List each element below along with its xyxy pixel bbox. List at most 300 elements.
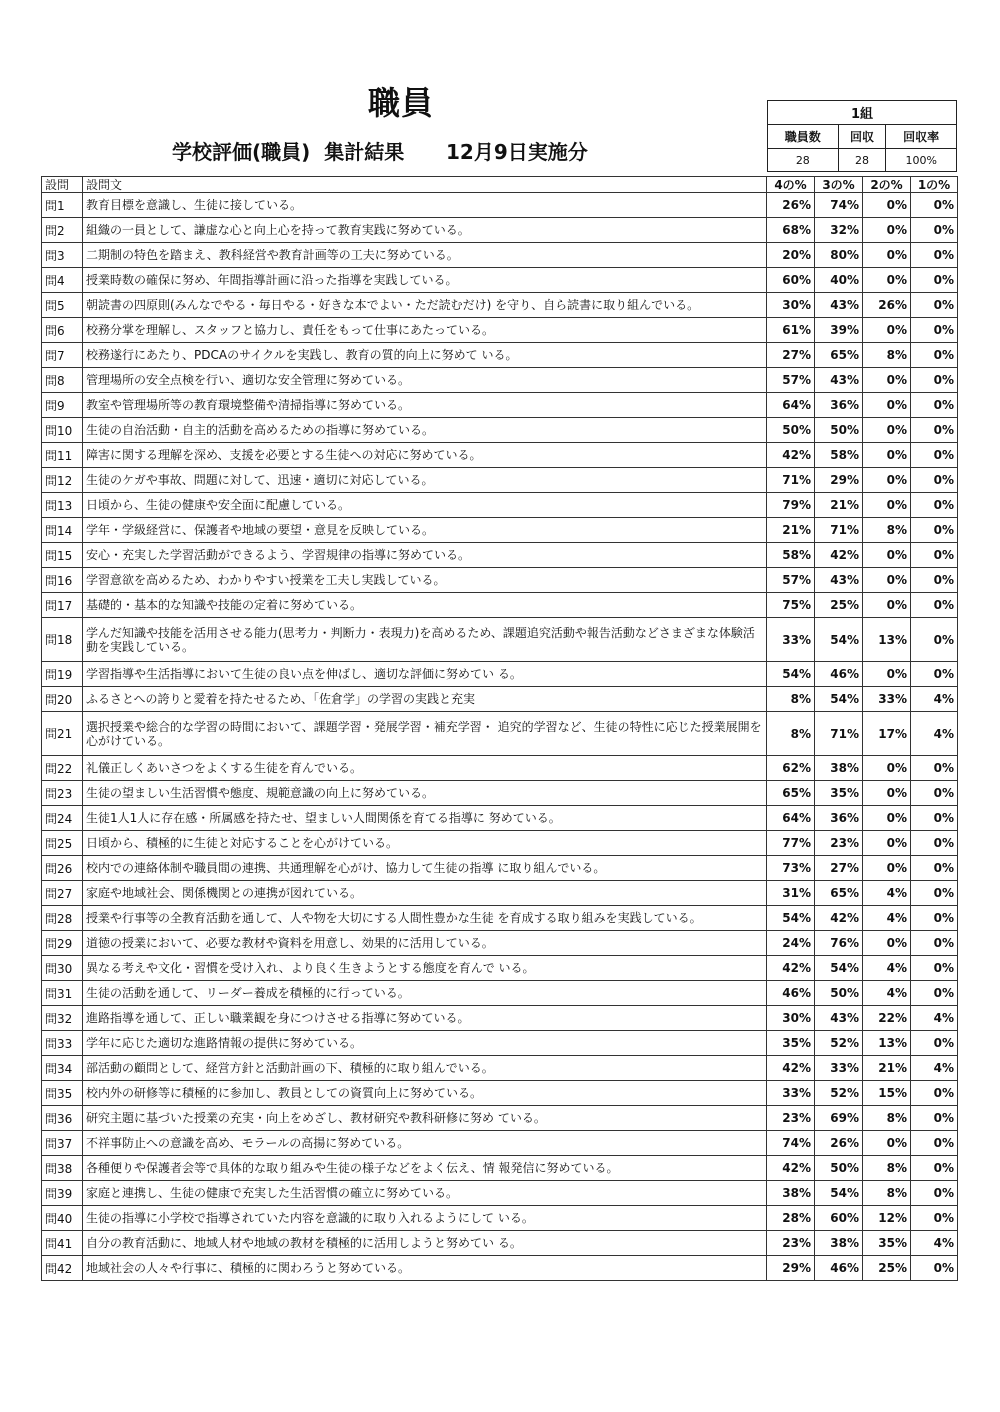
question-number: 問2 <box>42 218 83 243</box>
question-text: 管理場所の安全点検を行い、適切な安全管理に努めている。 <box>83 368 767 393</box>
percent-4: 62% <box>767 756 815 781</box>
question-text: 校務遂行にあたり、PDCAのサイクルを実践し、教育の質的向上に努めて いる。 <box>83 343 767 368</box>
percent-2: 0% <box>863 468 911 493</box>
question-number: 問30 <box>42 956 83 981</box>
percent-3: 43% <box>815 1006 863 1031</box>
page-subtitle: 学校評価(職員) 集計結果 12月9日実施分 <box>172 140 588 164</box>
question-number: 問36 <box>42 1106 83 1131</box>
question-number: 問22 <box>42 756 83 781</box>
percent-1: 0% <box>911 568 958 593</box>
percent-2: 0% <box>863 318 911 343</box>
question-number: 問13 <box>42 493 83 518</box>
percent-4: 61% <box>767 318 815 343</box>
table-row <box>42 856 958 881</box>
results-table <box>41 176 958 1281</box>
percent-2: 12% <box>863 1206 911 1231</box>
percent-3: 38% <box>815 756 863 781</box>
percent-1: 0% <box>911 1081 958 1106</box>
percent-4: 30% <box>767 293 815 318</box>
percent-4: 35% <box>767 1031 815 1056</box>
question-text: 校内での連絡体制や職員間の連携、共通理解を心がけ、協力して生徒の指導 に取り組んでいる。 <box>83 856 767 881</box>
question-text: 学年・学級経営に、保護者や地域の要望・意見を反映している。 <box>83 518 767 543</box>
percent-3: 26% <box>815 1131 863 1156</box>
percent-2: 8% <box>863 343 911 368</box>
question-text: 安心・充実した学習活動ができるよう、学習規律の指導に努めている。 <box>83 543 767 568</box>
percent-2: 0% <box>863 662 911 687</box>
question-text: 授業時数の確保に努め、年間指導計画に沿った指導を実践している。 <box>83 268 767 293</box>
question-number: 問20 <box>42 687 83 712</box>
question-text: 研究主題に基づいた授業の充実・向上をめざし、教材研究や教科研修に努め ている。 <box>83 1106 767 1131</box>
column-header: 4の% <box>767 177 815 193</box>
table-row <box>42 593 958 618</box>
table-row <box>42 931 958 956</box>
percent-1: 0% <box>911 931 958 956</box>
percent-2: 4% <box>863 956 911 981</box>
percent-2: 8% <box>863 1106 911 1131</box>
percent-4: 75% <box>767 593 815 618</box>
percent-2: 15% <box>863 1081 911 1106</box>
question-number: 問1 <box>42 193 83 218</box>
percent-1: 0% <box>911 1131 958 1156</box>
percent-3: 27% <box>815 856 863 881</box>
percent-3: 54% <box>815 956 863 981</box>
table-row <box>42 243 958 268</box>
question-text: 二期制の特色を踏まえ、教科経営や教育計画等の工夫に努めている。 <box>83 243 767 268</box>
question-text: 不祥事防止への意識を高め、モラールの高揚に努めている。 <box>83 1131 767 1156</box>
table-row <box>42 368 958 393</box>
percent-1: 0% <box>911 318 958 343</box>
percent-4: 21% <box>767 518 815 543</box>
percent-1: 0% <box>911 493 958 518</box>
question-number: 問10 <box>42 418 83 443</box>
percent-4: 8% <box>767 712 815 756</box>
table-row <box>42 1231 958 1256</box>
percent-2: 0% <box>863 393 911 418</box>
table-row <box>42 956 958 981</box>
percent-2: 0% <box>863 418 911 443</box>
question-number: 問18 <box>42 618 83 662</box>
question-text: 進路指導を通して、正しい職業観を身につけさせる指導に努めている。 <box>83 1006 767 1031</box>
percent-2: 35% <box>863 1231 911 1256</box>
response-summary-table <box>767 100 957 172</box>
staff-count-header: 職員数 <box>768 125 839 149</box>
percent-3: 50% <box>815 981 863 1006</box>
question-text: 学んだ知識や技能を活用させる能力(思考力・判断力・表現力)を高めるため、課題追究活動や報告活動などさまざまな体験活動を実践している。 <box>83 618 767 662</box>
percent-1: 0% <box>911 1106 958 1131</box>
percent-3: 35% <box>815 781 863 806</box>
percent-3: 54% <box>815 1181 863 1206</box>
percent-2: 0% <box>863 756 911 781</box>
table-row <box>42 418 958 443</box>
question-text: 教室や管理場所等の教育環境整備や清掃指導に努めている。 <box>83 393 767 418</box>
percent-4: 42% <box>767 443 815 468</box>
percent-2: 22% <box>863 1006 911 1031</box>
percent-3: 33% <box>815 1056 863 1081</box>
question-text: 家庭と連携し、生徒の健康で充実した生活習慣の確立に努めている。 <box>83 1181 767 1206</box>
percent-3: 74% <box>815 193 863 218</box>
percent-1: 0% <box>911 393 958 418</box>
percent-1: 0% <box>911 981 958 1006</box>
table-body <box>42 193 958 1281</box>
percent-1: 0% <box>911 343 958 368</box>
question-text: 学年に応じた適切な進路情報の提供に努めている。 <box>83 1031 767 1056</box>
percent-4: 74% <box>767 1131 815 1156</box>
question-text: 生徒の指導に小学校で指導されていた内容を意識的に取り入れるようにして いる。 <box>83 1206 767 1231</box>
percent-2: 0% <box>863 593 911 618</box>
percent-1: 0% <box>911 193 958 218</box>
table-row <box>42 1106 958 1131</box>
question-text: 学習意欲を高めるため、わかりやすい授業を工夫し実践している。 <box>83 568 767 593</box>
question-text: 生徒の望ましい生活習慣や態度、規範意識の向上に努めている。 <box>83 781 767 806</box>
percent-3: 69% <box>815 1106 863 1131</box>
percent-3: 71% <box>815 712 863 756</box>
percent-3: 38% <box>815 1231 863 1256</box>
percent-3: 42% <box>815 543 863 568</box>
percent-1: 0% <box>911 856 958 881</box>
table-row <box>42 756 958 781</box>
percent-3: 76% <box>815 931 863 956</box>
percent-2: 21% <box>863 1056 911 1081</box>
question-text: 地域社会の人々や行事に、積極的に関わろうと努めている。 <box>83 1256 767 1281</box>
table-row <box>42 881 958 906</box>
question-text: 基礎的・基本的な知識や技能の定着に努めている。 <box>83 593 767 618</box>
table-row <box>42 1081 958 1106</box>
table-row <box>42 906 958 931</box>
percent-2: 4% <box>863 981 911 1006</box>
question-number: 問37 <box>42 1131 83 1156</box>
question-text: 部活動の顧問として、経営方針と活動計画の下、積極的に取り組んでいる。 <box>83 1056 767 1081</box>
percent-3: 46% <box>815 1256 863 1281</box>
question-number: 問25 <box>42 831 83 856</box>
percent-1: 0% <box>911 543 958 568</box>
percent-4: 24% <box>767 931 815 956</box>
percent-3: 65% <box>815 881 863 906</box>
percent-1: 4% <box>911 1231 958 1256</box>
question-number: 問23 <box>42 781 83 806</box>
percent-1: 0% <box>911 268 958 293</box>
percent-3: 54% <box>815 687 863 712</box>
table-row <box>42 712 958 756</box>
percent-4: 46% <box>767 981 815 1006</box>
question-number: 問12 <box>42 468 83 493</box>
percent-2: 8% <box>863 518 911 543</box>
table-row <box>42 687 958 712</box>
percent-1: 4% <box>911 687 958 712</box>
percent-3: 43% <box>815 568 863 593</box>
question-number: 問21 <box>42 712 83 756</box>
question-number: 問33 <box>42 1031 83 1056</box>
table-row <box>42 493 958 518</box>
percent-1: 0% <box>911 956 958 981</box>
table-row <box>42 393 958 418</box>
question-number: 問8 <box>42 368 83 393</box>
percent-1: 0% <box>911 243 958 268</box>
percent-1: 0% <box>911 443 958 468</box>
rate-header: 回収率 <box>886 125 957 149</box>
question-text: 学習指導や生活指導において生徒の良い点を伸ばし、適切な評価に努めてい る。 <box>83 662 767 687</box>
table-row <box>42 1056 958 1081</box>
class-label: 1組 <box>768 101 957 125</box>
table-row <box>42 193 958 218</box>
question-number: 問31 <box>42 981 83 1006</box>
percent-2: 0% <box>863 493 911 518</box>
rate-value: 100% <box>886 149 957 172</box>
question-number: 問19 <box>42 662 83 687</box>
column-header: 設問文 <box>83 177 767 193</box>
percent-3: 25% <box>815 593 863 618</box>
question-number: 問9 <box>42 393 83 418</box>
percent-1: 0% <box>911 806 958 831</box>
percent-1: 0% <box>911 831 958 856</box>
table-row <box>42 268 958 293</box>
table-row <box>42 518 958 543</box>
percent-3: 23% <box>815 831 863 856</box>
percent-3: 50% <box>815 418 863 443</box>
percent-4: 54% <box>767 662 815 687</box>
percent-2: 0% <box>863 268 911 293</box>
question-text: 校務分掌を理解し、スタッフと協力し、責任をもって仕事にあたっている。 <box>83 318 767 343</box>
percent-2: 0% <box>863 806 911 831</box>
question-text: 道徳の授業において、必要な教材や資料を用意し、効果的に活用している。 <box>83 931 767 956</box>
question-number: 問14 <box>42 518 83 543</box>
percent-2: 4% <box>863 881 911 906</box>
table-row <box>42 468 958 493</box>
percent-4: 79% <box>767 493 815 518</box>
percent-2: 25% <box>863 1256 911 1281</box>
percent-3: 21% <box>815 493 863 518</box>
percent-1: 0% <box>911 906 958 931</box>
question-text: 生徒1人1人に存在感・所属感を持たせ、望ましい人間関係を育てる指導に 努めている。 <box>83 806 767 831</box>
percent-1: 0% <box>911 618 958 662</box>
percent-1: 0% <box>911 1181 958 1206</box>
question-text: 生徒のケガや事故、問題に対して、迅速・適切に対応している。 <box>83 468 767 493</box>
percent-1: 0% <box>911 218 958 243</box>
percent-1: 4% <box>911 712 958 756</box>
percent-3: 29% <box>815 468 863 493</box>
question-number: 問38 <box>42 1156 83 1181</box>
question-text: 生徒の自治活動・自主的活動を高めるための指導に努めている。 <box>83 418 767 443</box>
percent-4: 68% <box>767 218 815 243</box>
percent-1: 0% <box>911 593 958 618</box>
percent-1: 0% <box>911 881 958 906</box>
percent-3: 50% <box>815 1156 863 1181</box>
percent-1: 0% <box>911 781 958 806</box>
percent-4: 54% <box>767 906 815 931</box>
percent-3: 36% <box>815 393 863 418</box>
question-number: 問39 <box>42 1181 83 1206</box>
percent-2: 0% <box>863 193 911 218</box>
column-header: 3の% <box>815 177 863 193</box>
percent-2: 0% <box>863 1131 911 1156</box>
question-text: 朝読書の四原則(みんなでやる・毎日やる・好きな本でよい・ただ読むだけ) を守り、自ら読書に取り組んでいる。 <box>83 293 767 318</box>
percent-2: 0% <box>863 856 911 881</box>
table-row <box>42 806 958 831</box>
percent-4: 57% <box>767 368 815 393</box>
question-number: 問26 <box>42 856 83 881</box>
percent-2: 13% <box>863 1031 911 1056</box>
table-row <box>42 1156 958 1181</box>
percent-2: 17% <box>863 712 911 756</box>
percent-4: 8% <box>767 687 815 712</box>
percent-4: 64% <box>767 393 815 418</box>
page-title: 職員 <box>368 84 435 122</box>
question-text: 自分の教育活動に、地域人材や地域の教材を積極的に活用しようと努めてい る。 <box>83 1231 767 1256</box>
question-number: 問42 <box>42 1256 83 1281</box>
percent-4: 27% <box>767 343 815 368</box>
collected-header: 回収 <box>838 125 886 149</box>
column-header: 2の% <box>863 177 911 193</box>
percent-4: 65% <box>767 781 815 806</box>
table-row <box>42 568 958 593</box>
percent-2: 0% <box>863 931 911 956</box>
percent-3: 36% <box>815 806 863 831</box>
percent-1: 0% <box>911 662 958 687</box>
percent-1: 0% <box>911 418 958 443</box>
question-number: 問29 <box>42 931 83 956</box>
question-number: 問5 <box>42 293 83 318</box>
percent-4: 60% <box>767 268 815 293</box>
percent-2: 0% <box>863 781 911 806</box>
table-row <box>42 318 958 343</box>
table-row <box>42 831 958 856</box>
percent-1: 0% <box>911 1031 958 1056</box>
table-row <box>42 1181 958 1206</box>
question-text: ふるさとへの誇りと愛着を持たせるため、「佐倉学」の学習の実践と充実 <box>83 687 767 712</box>
table-row <box>42 1031 958 1056</box>
table-row <box>42 443 958 468</box>
percent-2: 13% <box>863 618 911 662</box>
percent-1: 4% <box>911 1006 958 1031</box>
question-number: 問16 <box>42 568 83 593</box>
question-number: 問11 <box>42 443 83 468</box>
question-number: 問4 <box>42 268 83 293</box>
percent-4: 71% <box>767 468 815 493</box>
percent-1: 0% <box>911 293 958 318</box>
question-text: 各種便りや保護者会等で具体的な取り組みや生徒の様子などをよく伝え、情 報発信に努めている。 <box>83 1156 767 1181</box>
percent-4: 20% <box>767 243 815 268</box>
percent-3: 43% <box>815 368 863 393</box>
question-number: 問15 <box>42 543 83 568</box>
percent-4: 29% <box>767 1256 815 1281</box>
question-number: 問28 <box>42 906 83 931</box>
question-text: 校内外の研修等に積極的に参加し、教員としての資質向上に努めている。 <box>83 1081 767 1106</box>
table-row <box>42 618 958 662</box>
percent-4: 30% <box>767 1006 815 1031</box>
percent-2: 8% <box>863 1156 911 1181</box>
question-number: 問3 <box>42 243 83 268</box>
percent-2: 4% <box>863 906 911 931</box>
percent-3: 80% <box>815 243 863 268</box>
question-number: 問7 <box>42 343 83 368</box>
question-number: 問27 <box>42 881 83 906</box>
question-number: 問6 <box>42 318 83 343</box>
percent-4: 42% <box>767 1156 815 1181</box>
percent-4: 31% <box>767 881 815 906</box>
percent-4: 23% <box>767 1231 815 1256</box>
table-row <box>42 781 958 806</box>
percent-1: 0% <box>911 468 958 493</box>
percent-4: 33% <box>767 618 815 662</box>
percent-2: 0% <box>863 368 911 393</box>
question-text: 異なる考えや文化・習慣を受け入れ、より良く生きようとする態度を育んで いる。 <box>83 956 767 981</box>
column-header: 1の% <box>911 177 958 193</box>
question-text: 教育目標を意識し、生徒に接している。 <box>83 193 767 218</box>
percent-4: 38% <box>767 1181 815 1206</box>
table-row <box>42 662 958 687</box>
percent-1: 0% <box>911 1256 958 1281</box>
table-row <box>42 218 958 243</box>
question-text: 生徒の活動を通して、リーダー養成を積極的に行っている。 <box>83 981 767 1006</box>
percent-1: 0% <box>911 1206 958 1231</box>
percent-4: 73% <box>767 856 815 881</box>
question-text: 家庭や地域社会、関係機関との連携が図れている。 <box>83 881 767 906</box>
question-number: 問32 <box>42 1006 83 1031</box>
table-row <box>42 343 958 368</box>
question-text: 礼儀正しくあいさつをよくする生徒を育んでいる。 <box>83 756 767 781</box>
percent-4: 57% <box>767 568 815 593</box>
staff-count-value: 28 <box>768 149 839 172</box>
percent-2: 0% <box>863 831 911 856</box>
question-text: 選択授業や総合的な学習の時間において、課題学習・発展学習・補充学習・ 追究的学習など、生徒の特性に応じた授業展開を心がけている。 <box>83 712 767 756</box>
percent-4: 23% <box>767 1106 815 1131</box>
percent-4: 33% <box>767 1081 815 1106</box>
question-number: 問35 <box>42 1081 83 1106</box>
table-row <box>42 1131 958 1156</box>
percent-1: 0% <box>911 368 958 393</box>
question-text: 日頃から、積極的に生徒と対応することを心がけている。 <box>83 831 767 856</box>
percent-4: 50% <box>767 418 815 443</box>
question-number: 問24 <box>42 806 83 831</box>
percent-4: 26% <box>767 193 815 218</box>
percent-1: 0% <box>911 518 958 543</box>
percent-3: 43% <box>815 293 863 318</box>
question-text: 障害に関する理解を深め、支援を必要とする生徒への対応に努めている。 <box>83 443 767 468</box>
percent-3: 71% <box>815 518 863 543</box>
table-header-row <box>42 177 958 193</box>
percent-1: 0% <box>911 1156 958 1181</box>
percent-1: 0% <box>911 756 958 781</box>
percent-4: 58% <box>767 543 815 568</box>
percent-2: 0% <box>863 543 911 568</box>
question-number: 問17 <box>42 593 83 618</box>
question-number: 問40 <box>42 1206 83 1231</box>
question-number: 問34 <box>42 1056 83 1081</box>
percent-2: 0% <box>863 218 911 243</box>
table-row <box>42 1006 958 1031</box>
collected-value: 28 <box>838 149 886 172</box>
question-text: 組織の一員として、謙虚な心と向上心を持って教育実践に努めている。 <box>83 218 767 243</box>
table-row <box>42 1256 958 1281</box>
percent-3: 42% <box>815 906 863 931</box>
percent-3: 46% <box>815 662 863 687</box>
percent-3: 40% <box>815 268 863 293</box>
percent-2: 0% <box>863 568 911 593</box>
percent-3: 32% <box>815 218 863 243</box>
percent-3: 52% <box>815 1031 863 1056</box>
question-number: 問41 <box>42 1231 83 1256</box>
percent-3: 52% <box>815 1081 863 1106</box>
percent-3: 54% <box>815 618 863 662</box>
percent-3: 58% <box>815 443 863 468</box>
percent-1: 4% <box>911 1056 958 1081</box>
percent-4: 42% <box>767 956 815 981</box>
percent-2: 26% <box>863 293 911 318</box>
question-text: 授業や行事等の全教育活動を通して、人や物を大切にする人間性豊かな生徒 を育成する取り組みを実践している。 <box>83 906 767 931</box>
percent-2: 0% <box>863 243 911 268</box>
percent-4: 28% <box>767 1206 815 1231</box>
percent-2: 8% <box>863 1181 911 1206</box>
percent-3: 65% <box>815 343 863 368</box>
